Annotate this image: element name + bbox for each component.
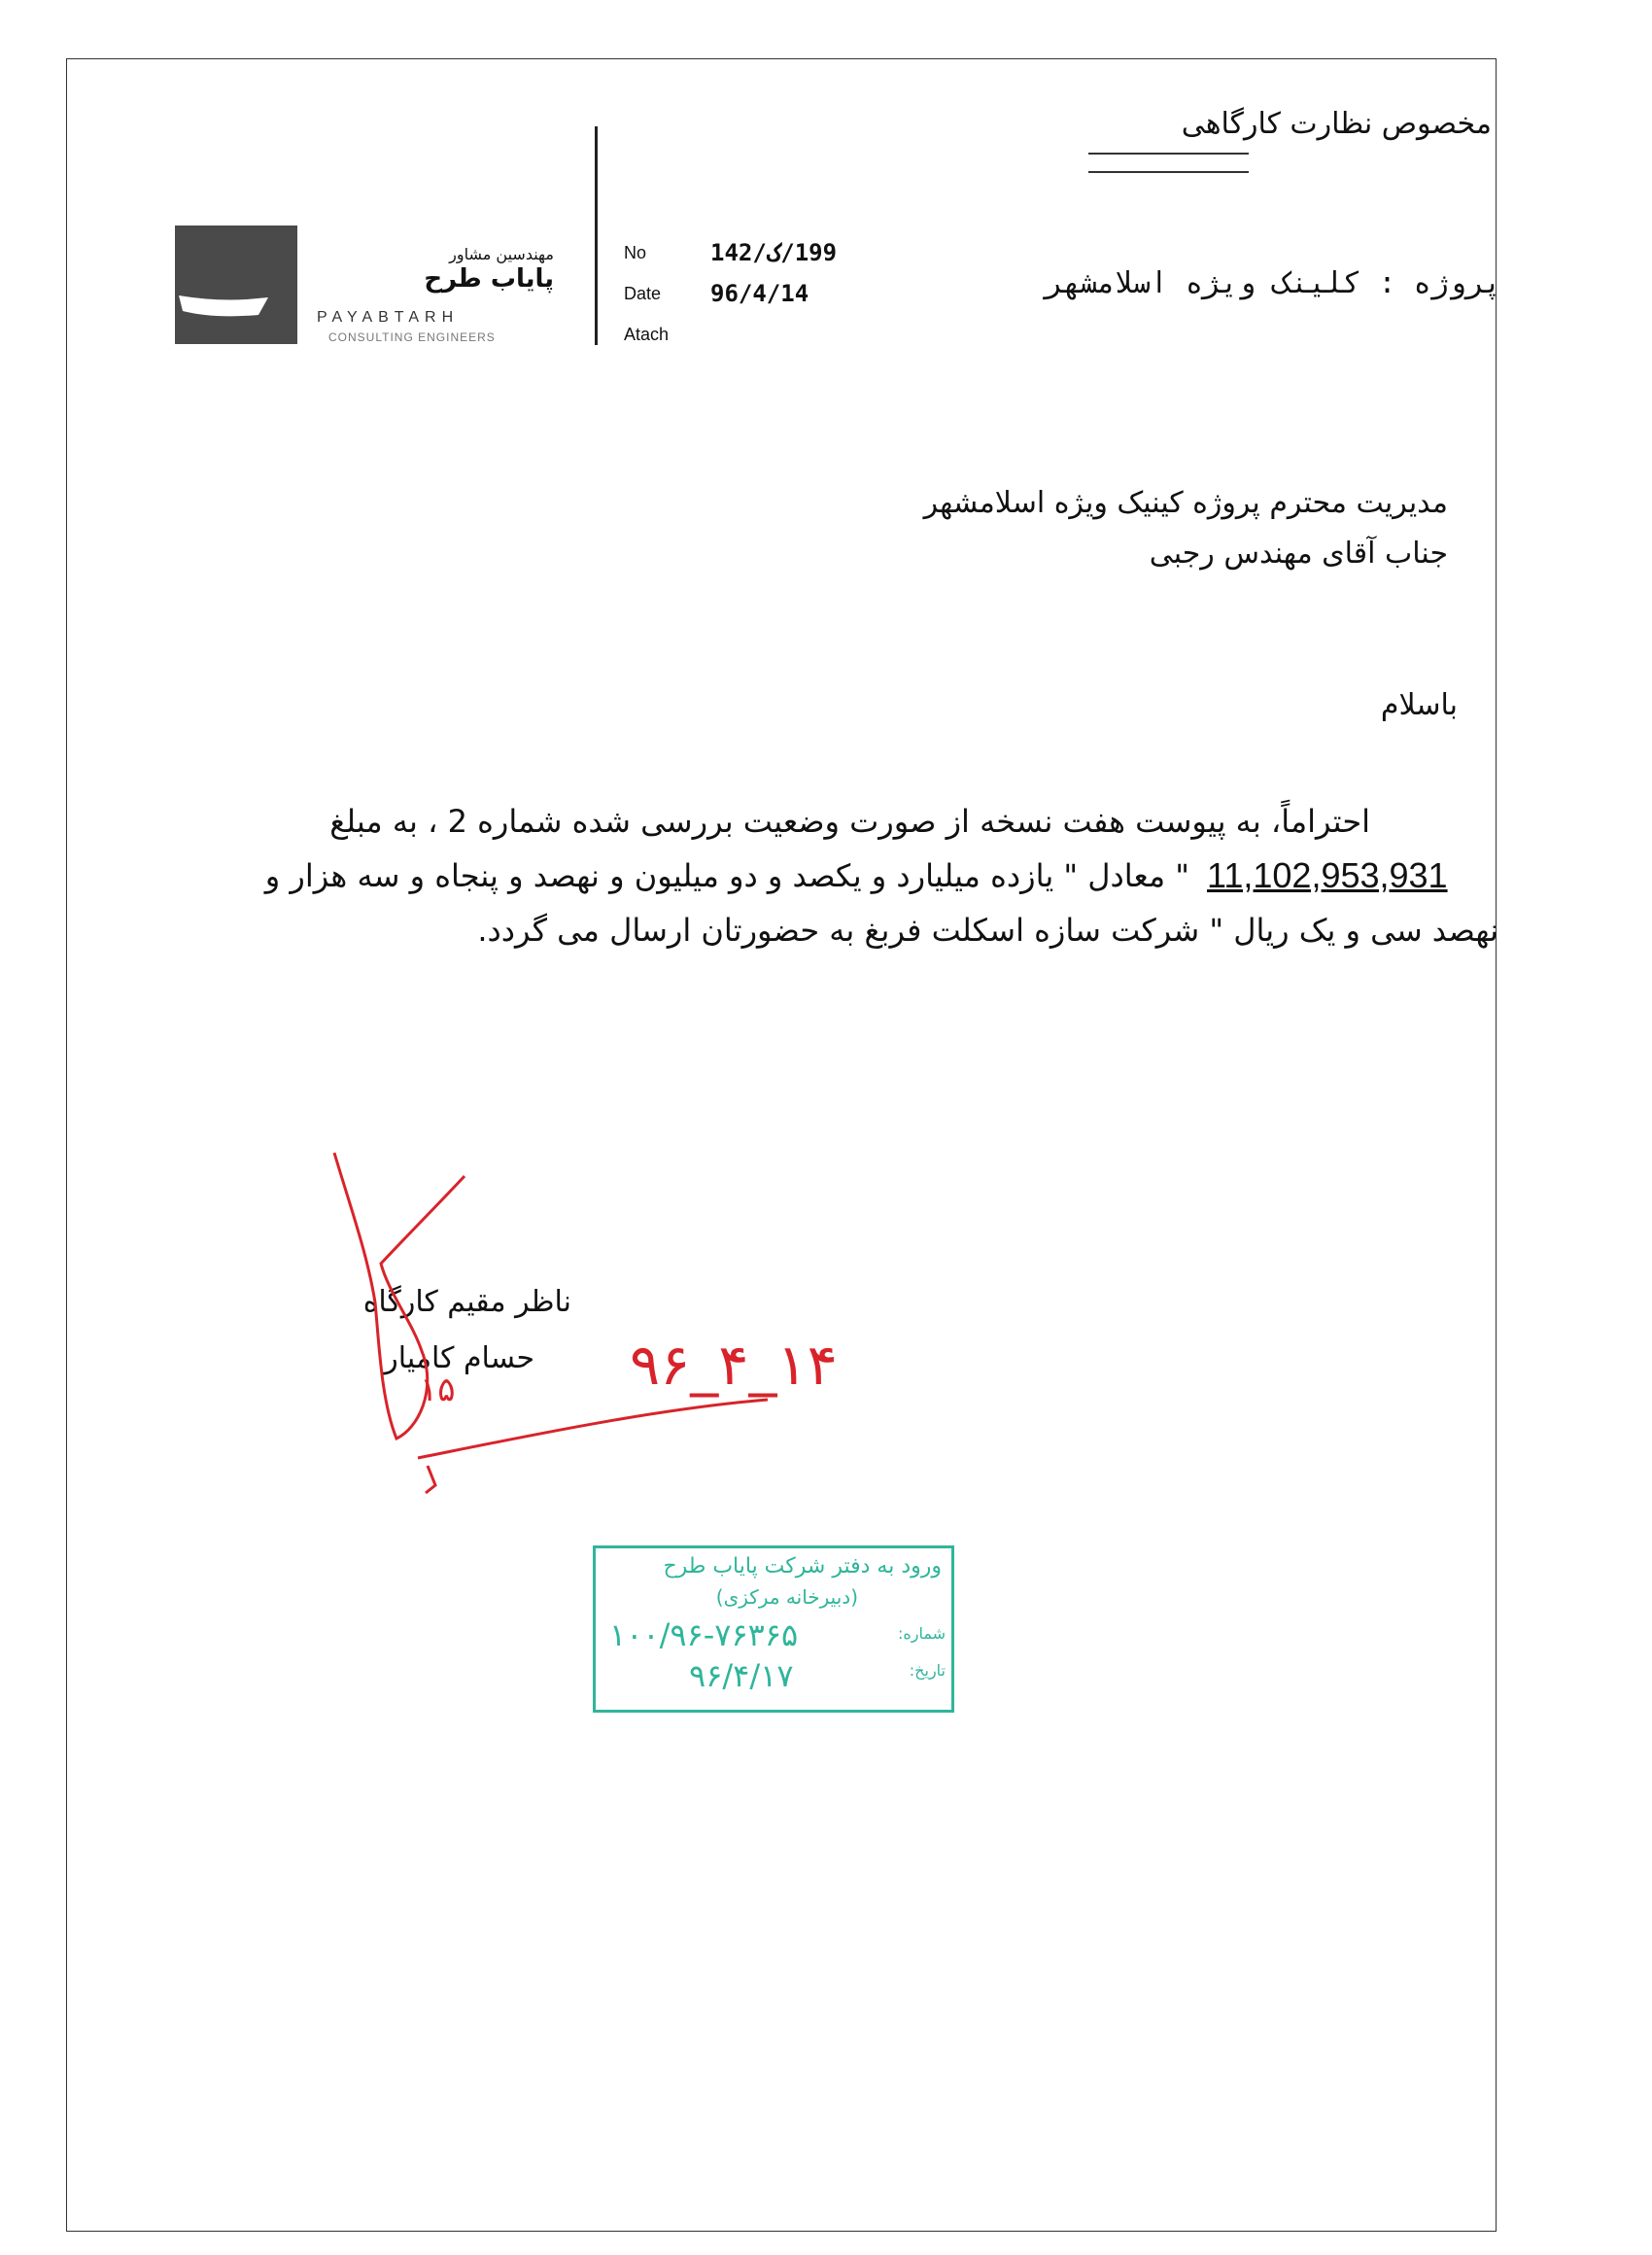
address-line-1: مدیریت محترم پروژه کینیک ویژه اسلامشهر (923, 486, 1448, 520)
attach-label: Atach (624, 325, 670, 344)
logo-subtitle-en: CONSULTING ENGINEERS (328, 330, 496, 344)
header-divider (595, 126, 598, 345)
greeting: باسلام (1380, 688, 1458, 722)
stamp-date-label: تاریخ: (909, 1661, 946, 1680)
stamp-title: ورود به دفتر شرکت پایاب طرح (663, 1554, 942, 1578)
stamp-underline (1088, 153, 1249, 155)
logo-subtitle-fa: مهندسین مشاور (449, 245, 554, 263)
signature-title: ناظر مقیم کارگاه (362, 1285, 571, 1319)
date-label: Date (624, 284, 662, 303)
project-title: پروژه : کلینک ویژه اسلامشهر (1045, 266, 1501, 300)
logo-name-en: PAYABTARH (317, 309, 460, 326)
handwritten-number: ۱۵ (420, 1370, 456, 1409)
stamp-number-value: ۱۰۰/۹۶-۷۶۳۶۵ (609, 1616, 799, 1653)
no-label: No (624, 243, 647, 262)
stamp-underline-2 (1088, 171, 1249, 173)
logo-name-fa: پایاب طرح (424, 264, 554, 294)
stamp-subtitle: (دبیرخانه مرکزی) (715, 1585, 858, 1609)
registration-stamp (593, 1545, 954, 1713)
stamp-date-value: ۹۶/۴/۱۷ (689, 1657, 794, 1694)
no-value: 199/ک/142 (710, 239, 838, 266)
body-line-2: " معادل " یازده میلیارد و یکصد و دو میلیون و نهصد و پنجاه و سه هزار و (264, 857, 1189, 894)
body-line-3: نهصد سی و یک ریال " شرکت سازه اسکلت فربغ به حضورتان ارسال می گردد. (477, 912, 1498, 949)
signature-name: حسام کامیار (384, 1341, 534, 1375)
amount-figure: 11,102,953,931 (1207, 855, 1448, 895)
page-border (66, 58, 1497, 2232)
company-logo (175, 226, 297, 344)
stamp-tag: مخصوص نظارت کارگاهی (1181, 107, 1492, 141)
date-value: 96/4/14 (710, 280, 809, 307)
stamp-number-label: شماره: (897, 1624, 946, 1643)
body-line-1: احتراماً، به پیوست هفت نسخه از صورت وضعیت بررسی شده شماره 2 ، به مبلغ (329, 803, 1370, 840)
address-line-2: جناب آقای مهندس رجبی (1149, 537, 1448, 571)
handwritten-date: ۹۶_۴_۱۴ (630, 1332, 838, 1398)
